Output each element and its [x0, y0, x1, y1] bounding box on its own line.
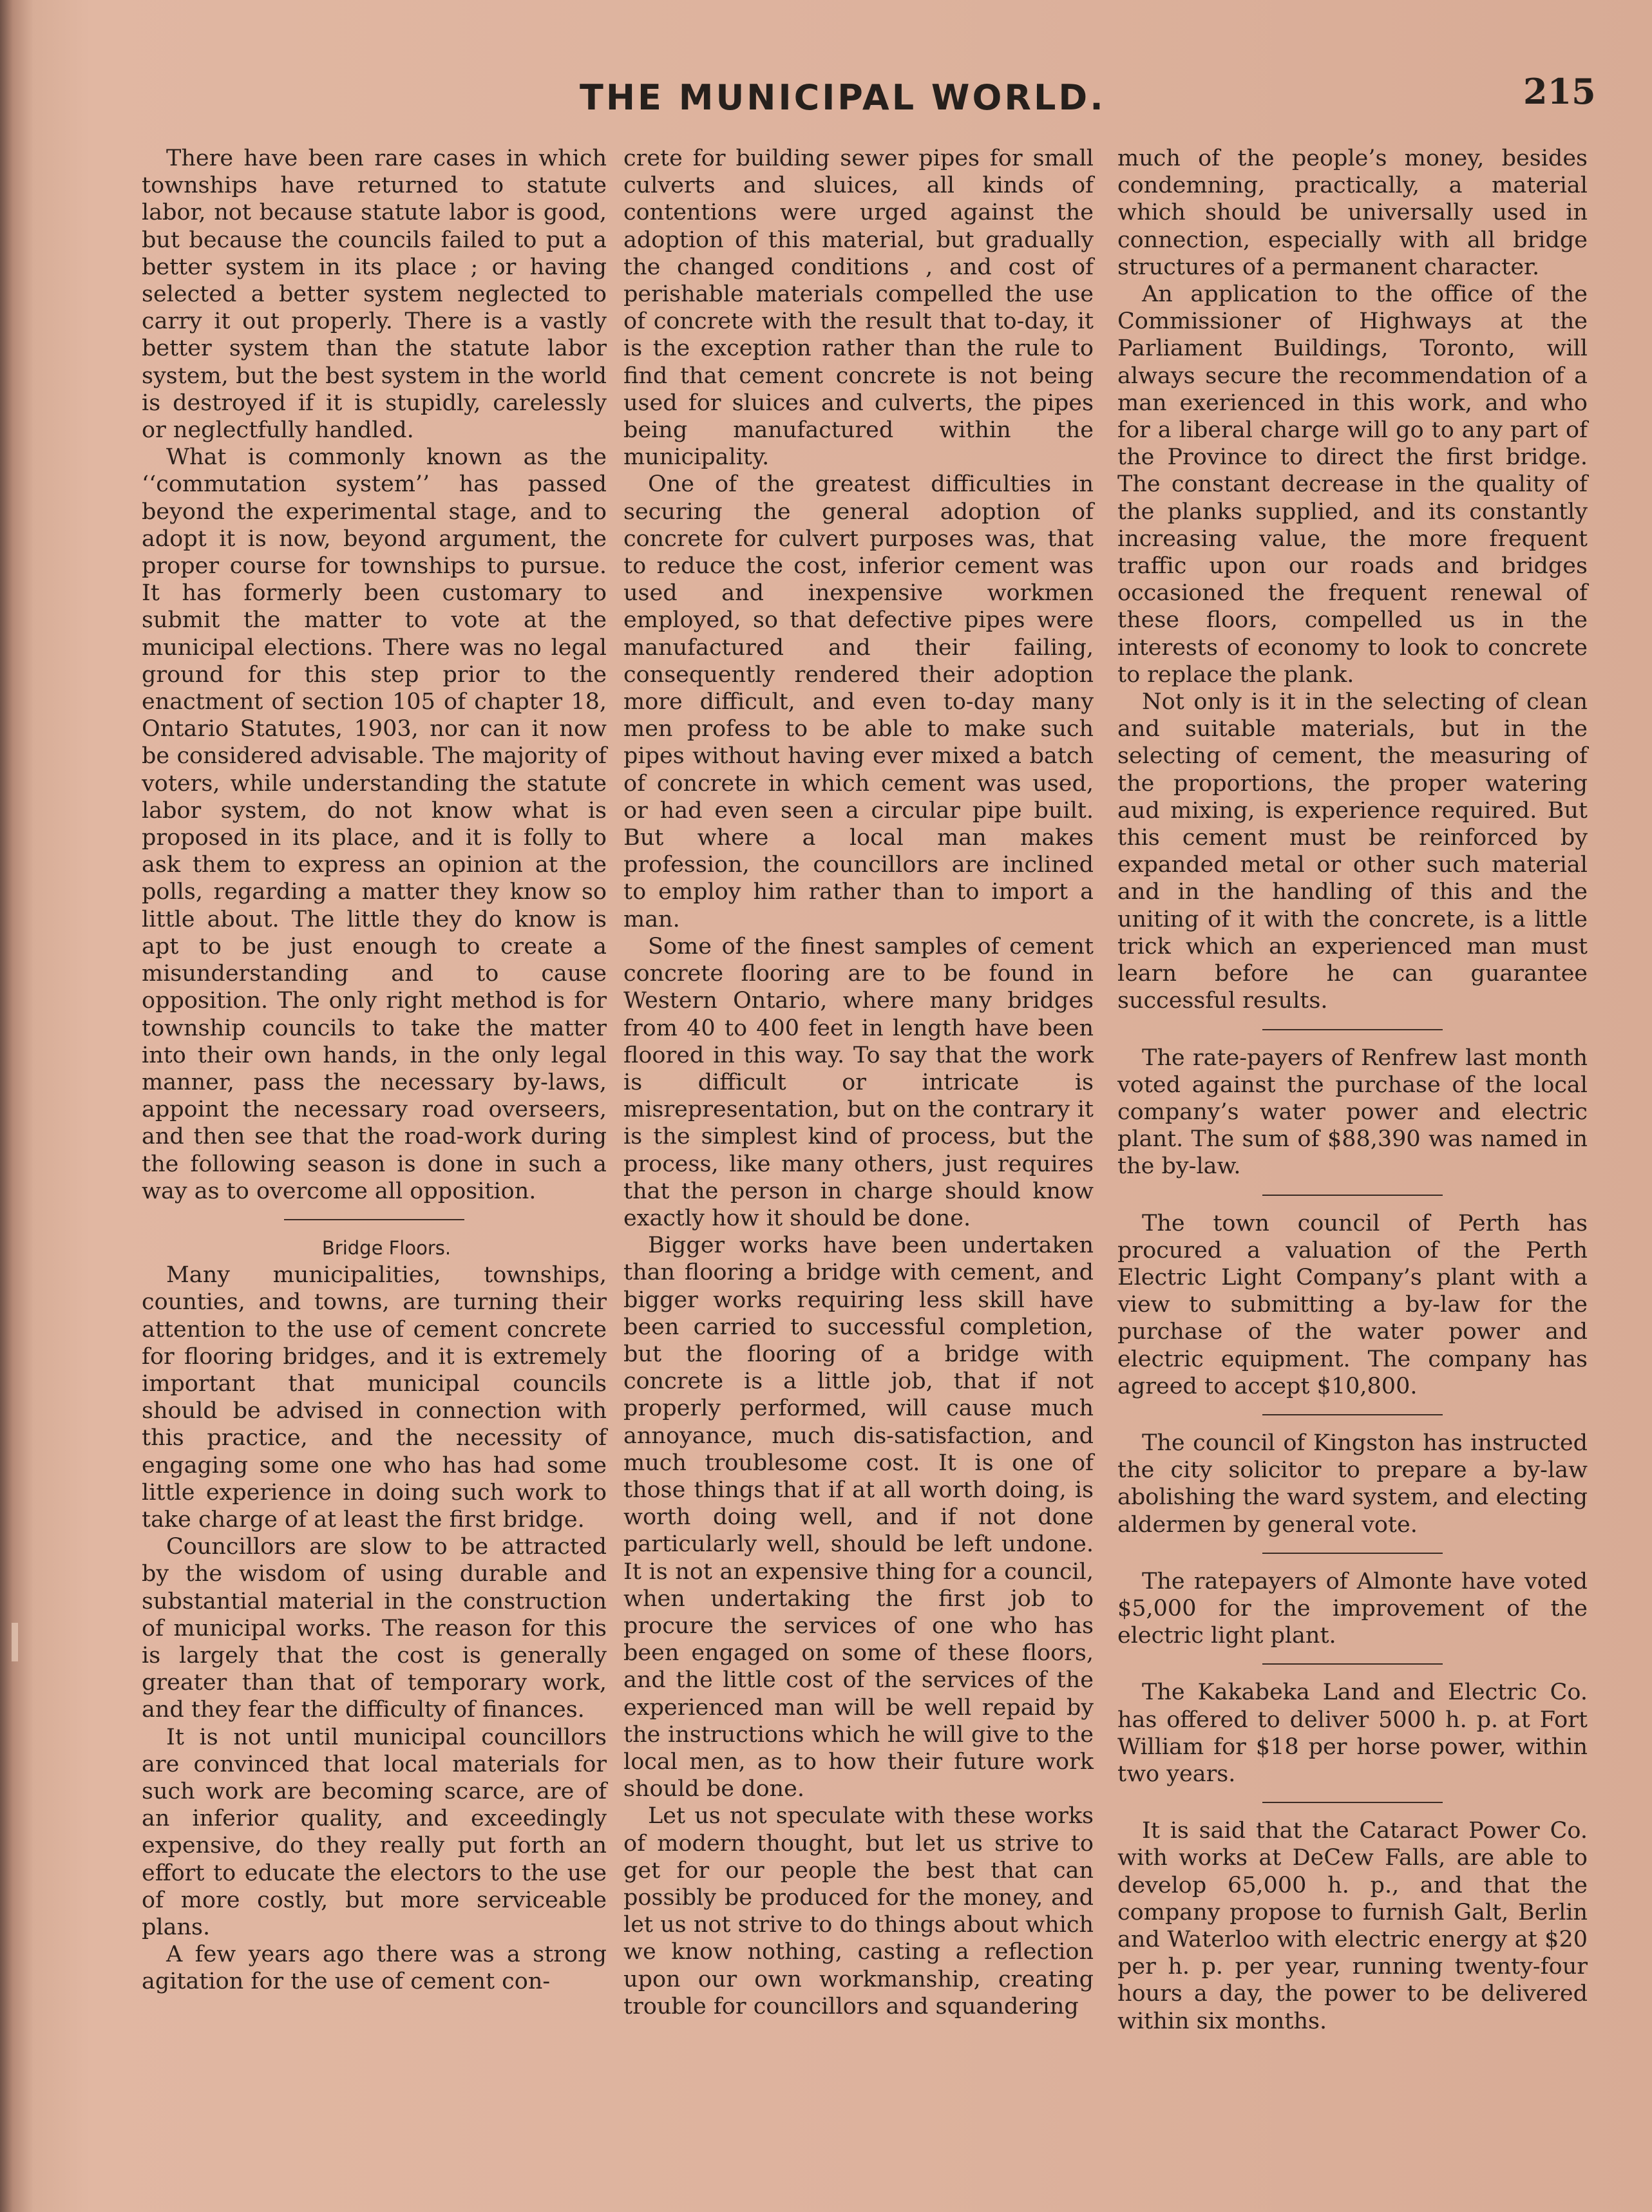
column-1: [142, 145, 607, 1996]
news-item: The ratepayers of Almonte have voted $5,000 for the improvement of the electric light plant.: [1117, 1568, 1588, 1649]
section-heading: Bridge Floors.: [321, 1236, 451, 1259]
news-divider: [1262, 1414, 1443, 1415]
paragraph: A few years ago there was a strong agitation for the use of cement con-: [142, 1942, 607, 1995]
page-header: [0, 64, 1652, 129]
news-item: The Kakabeka Land and Electric Co. has offered to deliver 5000 h. p. at Fort William for $18 per horse power, within two years.: [1117, 1679, 1588, 1787]
news-divider: [1262, 1663, 1443, 1665]
paragraph: Let us not speculate with these works of modern thought, but let us strive to get for our people the best that can possibly be produced for the money, and let us not strive to do things about which we know nothing, casting a reflection upon our own workmanship, creating trouble for councillors and squandering: [623, 1803, 1094, 2019]
paragraph: What is commonly known as the ‘‘commutation system’’ has passed beyond the experimental stage, and to adopt it is now, beyond argument, the proper course for townships to pursue. It has formerly been customary to submit the matter to vote at the municipal elections. There was no legal ground for this step prior to the enactment of section 105 of chapter 18, Ontario Statutes, 1903, nor can it now be considered advisable. The majority of voters, while understanding the statute labor system, do not know what is proposed in its place, and it is folly to ask them to express an opinion at the polls, regarding a matter they know so little about. The little they do know is apt to be just enough to create a misunderstanding and to cause opposition. The only right method is for township councils to take the matter into their own hands, in the only legal manner, pass the necessary by-laws, appoint the necessary road overseers, and then see that the road-work during the following season is done in such a way as to overcome all opposition.: [142, 444, 607, 1204]
column-2: [623, 145, 1094, 2020]
paragraph: Councillors are slow to be attracted by the wisdom of using durable and substantial material in the construction of municipal works. The reason for this is largely that the cost is generally greater than that of temporary work, and they fear the difficulty of finances.: [142, 1534, 607, 1723]
news-item: The town council of Perth has procured a valuation of the Perth Electric Light Company’s plant with a view to submitting a by-law for the purchase of the water power and electric equipment. The company has agreed to accept $10,800.: [1117, 1210, 1588, 1399]
news-item: It is said that the Cataract Power Co. with works at DeCew Falls, are able to develop 65,000 h. p., and that the company propose to furnish Galt, Berlin and Waterloo with electric energy at $20 per h. p. per year, running twenty-four hours a day, the power to be delivered within six months.: [1117, 1818, 1588, 2034]
paragraph: Some of the finest samples of cement concrete flooring are to be found in Western Ontario, where many bridges from 40 to 400 feet in length have been floored in this way. To say that the work is difficult or intricate is misrepresentation, but on the contrary it is the simplest kind of process, but the process, like many others, just requires that the person in charge should know exactly how it should be done.: [623, 933, 1094, 1231]
page-number: 215: [1523, 71, 1596, 112]
paragraph: much of the people’s money, besides condemning, practically, a material which should be universally used in connection, especially with all bridge structures of a permanent character.: [1117, 146, 1588, 280]
publication-title: THE MUNICIPAL WORLD.: [580, 77, 1106, 118]
paragraph: Many municipalities, townships, counties, and towns, are turning their attention to the use of cement concrete for flooring bridges, and it is extremely important that municipal councils should be advised in connection with this practice, and the necessity of engaging some one who has had some little experience in doing such work to take charge of at least the first bridge.: [142, 1262, 607, 1533]
paragraph: Bigger works have been undertaken than flooring a bridge with cement, and bigger works requiring less skill have been carried to successful completion, but the flooring of a bridge with concrete is a little job, that if not properly performed, will cause much annoyance, much dis-satisfaction, and much troublesome cost. It is one of those things that if at all worth doing, is worth doing well, and if not done particularly well, should be left undone. It is not an expensive thing for a council, when undertaking the first job to procure the services of one who has been engaged on some of these floors, and the little cost of the services of the experienced man will be well repaid by the instructions which he will give to the local men, as to how their future work should be done.: [623, 1233, 1094, 1802]
news-divider: [1262, 1029, 1443, 1030]
paragraph: crete for building sewer pipes for small culverts and sluices, all kinds of contentions were urged against the adoption of this material, but gradually the changed conditions , and cost of perishable materials compelled the use of concrete with the result that to-day, it is the exception rather than the rule to find that cement concrete is not being used for sluices and culverts, the pipes being manufactured within the municipality.: [623, 146, 1094, 471]
paragraph: It is not until municipal councillors are convinced that local materials for such work are becoming scarce, are of an inferior quality, and exceedingly expensive, do they really put forth an effort to educate the electors to the use of more costly, but more serviceable plans.: [142, 1724, 607, 1940]
news-divider: [1262, 1553, 1443, 1554]
paragraph: An application to the office of the Commissioner of Highways at the Parliament Buildings, Toronto, will always secure the recommendation of a man exerienced in this work, and who for a liberal charge will go to any part of the Province to direct the first bridge. The constant decrease in the quality of the planks supplied, and its constantly increasing value, the more frequent traffic upon our roads and bridges occasioned the frequent renewal of these floors, compelled us in the interests of economy to look to concrete to replace the plank.: [1117, 281, 1588, 688]
news-divider: [1262, 1802, 1443, 1803]
binding-edge: [12, 1623, 18, 1661]
column-3: [1117, 145, 1588, 2035]
news-item: The rate-payers of Renfrew last month voted against the purchase of the local company’s water power and electric plant. The sum of $88,390 was named in the by-law.: [1117, 1045, 1588, 1180]
paragraph: Not only is it in the selecting of clean and suitable materials, but in the selecting of cement, the measuring of the proportions, the proper watering aud mixing, is experience required. But this cement must be reinforced by expanded metal or other such material and in the handling of this and the uniting of it with the concrete, is a little trick which an experienced man must learn before he can guarantee successful results.: [1117, 689, 1588, 1014]
news-item: The council of Kingston has instructed the city solicitor to prepare a by-law abolishing the ward system, and electing aldermen by general vote.: [1117, 1430, 1588, 1538]
news-divider: [1262, 1195, 1443, 1196]
section-divider: [284, 1219, 464, 1220]
paragraph: One of the greatest difficulties in securing the general adoption of concrete for culvert purposes was, that to reduce the cost, inferior cement was used and inexpensive workmen employed, so that defective pipes were manufactured and their failing, consequently rendered their adoption more difficult, and even to-day many men profess to be able to make such pipes without having ever mixed a batch of concrete in which cement was used, or had even seen a circular pipe built. But where a local man makes profession, the councillors are inclined to employ him rather than to import a man.: [623, 471, 1094, 932]
paragraph: There have been rare cases in which townships have returned to statute labor, not because statute labor is good, but because the councils failed to put a better system in its place ; or having selected a better system neglected to carry it out properly. There is a vastly better system than the statute labor system, but the best system in the world is destroyed if it is stupidly, carelessly or neglectfully handled.: [142, 146, 607, 444]
